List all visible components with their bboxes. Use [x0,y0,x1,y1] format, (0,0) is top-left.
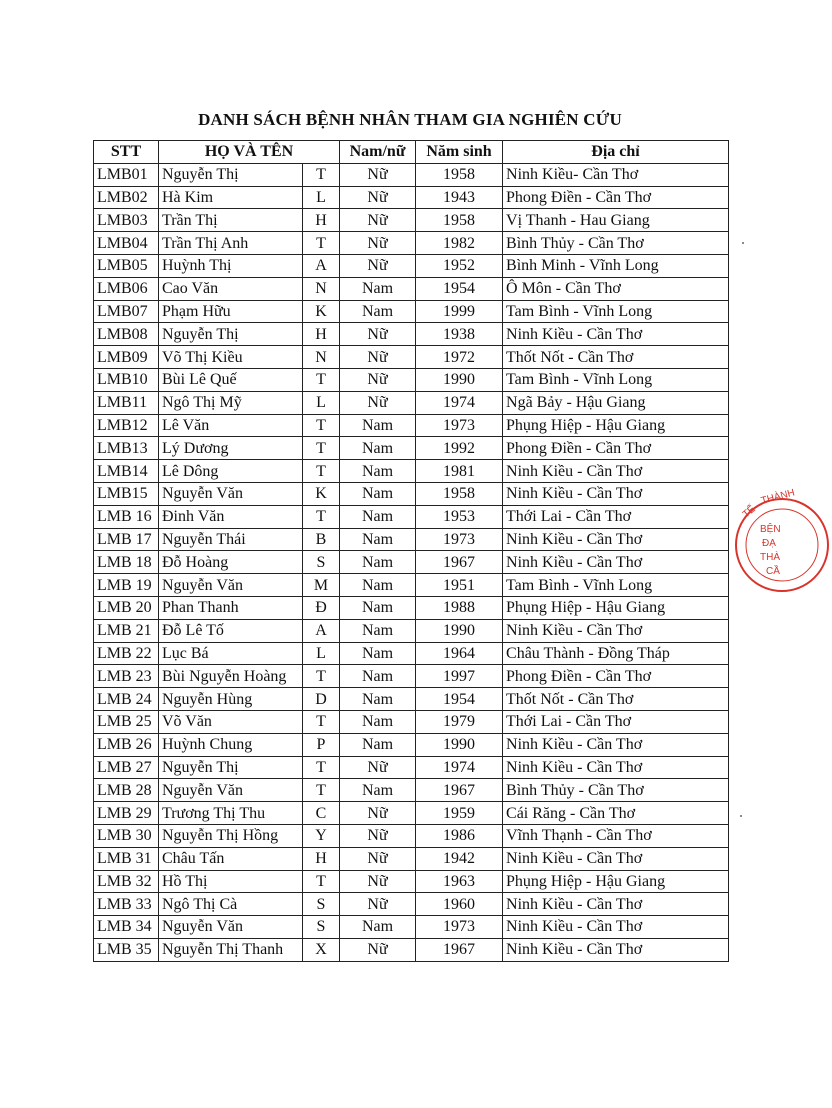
row-initial: Y [303,824,340,847]
table-row [94,574,729,597]
row-stt: LMB 19 [94,574,159,597]
row-birth-year: 1997 [416,665,503,688]
row-name: Bùi Nguyễn Hoàng [159,665,303,688]
row-name: Hà Kim [159,186,303,209]
row-stt: LMB03 [94,209,159,232]
row-sex: Nam [340,596,416,619]
header-name: HỌ VÀ TÊN [159,141,340,164]
row-initial: T [303,232,340,255]
row-address: Ninh Kiều- Cần Thơ [503,163,729,186]
row-address: Phụng Hiệp - Hậu Giang [503,414,729,437]
table-header-row [94,141,729,164]
hospital-stamp [732,487,832,600]
row-name: Châu Tấn [159,847,303,870]
row-sex: Nam [340,551,416,574]
row-name: Trương Thị Thu [159,802,303,825]
row-name: Trần Thị [159,209,303,232]
row-initial: T [303,368,340,391]
svg-text:TẾ: TẾ [740,503,758,521]
row-stt: LMB 26 [94,733,159,756]
row-stt: LMB05 [94,254,159,277]
row-address: Phong Điền - Cần Thơ [503,437,729,460]
row-stt: LMB 17 [94,528,159,551]
row-sex: Nam [340,710,416,733]
row-stt: LMB07 [94,300,159,323]
row-address: Vị Thanh - Hau Giang [503,209,729,232]
table-row [94,346,729,369]
table-row [94,414,729,437]
row-name: Nguyễn Văn [159,574,303,597]
row-name: Đỗ Hoàng [159,551,303,574]
table-row [94,482,729,505]
row-name: Lý Dương [159,437,303,460]
row-stt: LMB 28 [94,779,159,802]
table-body [94,163,729,961]
row-sex: Nam [340,574,416,597]
row-birth-year: 1992 [416,437,503,460]
row-initial: T [303,870,340,893]
row-name: Nguyễn Văn [159,779,303,802]
row-sex: Nữ [340,209,416,232]
row-initial: S [303,893,340,916]
row-sex: Nam [340,779,416,802]
row-sex: Nữ [340,323,416,346]
svg-text:ĐẠ: ĐẠ [762,538,776,549]
row-stt: LMB 34 [94,916,159,939]
row-sex: Nam [340,916,416,939]
table-row [94,893,729,916]
table-row [94,163,729,186]
row-initial: K [303,482,340,505]
row-address: Ninh Kiều - Cần Thơ [503,551,729,574]
row-birth-year: 1954 [416,688,503,711]
row-sex: Nam [340,482,416,505]
row-sex: Nữ [340,163,416,186]
row-sex: Nam [340,414,416,437]
table-row [94,710,729,733]
row-birth-year: 1973 [416,528,503,551]
header-address: Địa chỉ [503,141,729,164]
row-name: Nguyễn Hùng [159,688,303,711]
row-stt: LMB02 [94,186,159,209]
row-sex: Nam [340,528,416,551]
table-row [94,232,729,255]
row-address: Ninh Kiều - Cần Thơ [503,938,729,961]
row-name: Lê Văn [159,414,303,437]
row-initial: T [303,163,340,186]
row-address: Ô Môn - Cần Thơ [503,277,729,300]
row-name: Lục Bá [159,642,303,665]
row-birth-year: 1963 [416,870,503,893]
svg-text:THÀNH: THÀNH [759,487,797,507]
row-sex: Nam [340,642,416,665]
row-name: Nguyễn Văn [159,916,303,939]
row-address: Ninh Kiều - Cần Thơ [503,460,729,483]
row-address: Ninh Kiều - Cần Thơ [503,756,729,779]
row-name: Cao Văn [159,277,303,300]
svg-text:CẦ: CẦ [766,566,780,577]
row-stt: LMB 18 [94,551,159,574]
row-birth-year: 1982 [416,232,503,255]
table-row [94,824,729,847]
row-sex: Nam [340,505,416,528]
table-row [94,551,729,574]
row-birth-year: 1974 [416,391,503,414]
row-initial: S [303,916,340,939]
header-sex: Nam/nữ [340,141,416,164]
row-address: Phong Điền - Cần Thơ [503,665,729,688]
row-name: Lê Dông [159,460,303,483]
row-name: Nguyễn Thị [159,323,303,346]
table-row [94,870,729,893]
row-birth-year: 1988 [416,596,503,619]
row-initial: S [303,551,340,574]
row-sex: Nữ [340,893,416,916]
row-stt: LMB 27 [94,756,159,779]
row-initial: L [303,391,340,414]
row-birth-year: 1958 [416,482,503,505]
row-address: Bình Thủy - Cần Thơ [503,232,729,255]
table-row [94,391,729,414]
table-row [94,596,729,619]
row-birth-year: 1951 [416,574,503,597]
scan-speck [740,815,742,817]
row-birth-year: 1981 [416,460,503,483]
row-sex: Nữ [340,391,416,414]
row-sex: Nữ [340,938,416,961]
row-name: Nguyễn Văn [159,482,303,505]
row-sex: Nam [340,460,416,483]
row-stt: LMB 29 [94,802,159,825]
row-address: Ninh Kiều - Cần Thơ [503,916,729,939]
row-initial: N [303,277,340,300]
row-stt: LMB 32 [94,870,159,893]
row-sex: Nữ [340,756,416,779]
row-stt: LMB13 [94,437,159,460]
table-row [94,323,729,346]
row-name: Huỳnh Chung [159,733,303,756]
row-birth-year: 1953 [416,505,503,528]
row-initial: K [303,300,340,323]
row-initial: A [303,254,340,277]
row-birth-year: 1986 [416,824,503,847]
page-title: DANH SÁCH BỆNH NHÂN THAM GIA NGHIÊN CỨU [198,110,622,129]
row-stt: LMB 31 [94,847,159,870]
row-birth-year: 1973 [416,414,503,437]
row-sex: Nữ [340,232,416,255]
row-stt: LMB11 [94,391,159,414]
row-birth-year: 1958 [416,163,503,186]
row-sex: Nam [340,300,416,323]
row-stt: LMB 24 [94,688,159,711]
row-address: Châu Thành - Đồng Tháp [503,642,729,665]
table-row [94,300,729,323]
svg-text:THÀ: THÀ [760,552,780,563]
table-row [94,665,729,688]
row-address: Ninh Kiều - Cần Thơ [503,847,729,870]
row-sex: Nữ [340,802,416,825]
row-address: Tam Bình - Vĩnh Long [503,368,729,391]
table-row [94,505,729,528]
row-initial: P [303,733,340,756]
row-name: Phạm Hữu [159,300,303,323]
row-stt: LMB 35 [94,938,159,961]
row-birth-year: 1964 [416,642,503,665]
header-year: Năm sinh [416,141,503,164]
row-stt: LMB 16 [94,505,159,528]
row-name: Nguyễn Thái [159,528,303,551]
row-name: Bùi Lê Quế [159,368,303,391]
row-birth-year: 1942 [416,847,503,870]
row-birth-year: 1938 [416,323,503,346]
row-sex: Nam [340,688,416,711]
row-initial: N [303,346,340,369]
row-initial: H [303,209,340,232]
svg-text:BỆN: BỆN [760,524,781,535]
row-birth-year: 1999 [416,300,503,323]
row-sex: Nữ [340,824,416,847]
table-row [94,938,729,961]
row-address: Ninh Kiều - Cần Thơ [503,619,729,642]
row-address: Bình Minh - Vĩnh Long [503,254,729,277]
row-name: Nguyễn Thị [159,163,303,186]
row-stt: LMB06 [94,277,159,300]
row-stt: LMB12 [94,414,159,437]
row-address: Thốt Nốt - Cần Thơ [503,688,729,711]
row-stt: LMB09 [94,346,159,369]
row-address: Vĩnh Thạnh - Cần Thơ [503,824,729,847]
row-address: Bình Thủy - Cần Thơ [503,779,729,802]
row-address: Ninh Kiều - Cần Thơ [503,323,729,346]
table-row [94,528,729,551]
table-row [94,756,729,779]
row-sex: Nữ [340,870,416,893]
row-address: Thới Lai - Cần Thơ [503,505,729,528]
row-address: Thới Lai - Cần Thơ [503,710,729,733]
row-birth-year: 1958 [416,209,503,232]
table-row [94,802,729,825]
row-address: Thốt Nốt - Cần Thơ [503,346,729,369]
row-birth-year: 1954 [416,277,503,300]
row-initial: T [303,756,340,779]
row-sex: Nữ [340,186,416,209]
table-row [94,847,729,870]
row-birth-year: 1967 [416,551,503,574]
row-birth-year: 1967 [416,938,503,961]
row-initial: T [303,665,340,688]
row-address: Tam Bình - Vĩnh Long [503,574,729,597]
scan-speck [742,242,744,244]
table-row [94,688,729,711]
row-address: Ninh Kiều - Cần Thơ [503,893,729,916]
row-birth-year: 1972 [416,346,503,369]
header-stt: STT [94,141,159,164]
row-stt: LMB04 [94,232,159,255]
table-row [94,277,729,300]
table-row [94,779,729,802]
row-stt: LMB 20 [94,596,159,619]
row-birth-year: 1990 [416,619,503,642]
table-row [94,254,729,277]
row-initial: T [303,460,340,483]
row-initial: C [303,802,340,825]
row-sex: Nam [340,733,416,756]
row-sex: Nữ [340,346,416,369]
row-initial: Đ [303,596,340,619]
table-row [94,460,729,483]
row-address: Ninh Kiều - Cần Thơ [503,733,729,756]
row-sex: Nữ [340,254,416,277]
row-sex: Nam [340,619,416,642]
row-birth-year: 1959 [416,802,503,825]
row-initial: T [303,414,340,437]
row-stt: LMB 21 [94,619,159,642]
row-stt: LMB01 [94,163,159,186]
row-birth-year: 1952 [416,254,503,277]
row-name: Nguyễn Thị Hồng [159,824,303,847]
row-initial: T [303,710,340,733]
row-initial: L [303,642,340,665]
row-name: Phan Thanh [159,596,303,619]
row-initial: A [303,619,340,642]
row-address: Ninh Kiều - Cần Thơ [503,528,729,551]
row-name: Võ Văn [159,710,303,733]
table-row [94,186,729,209]
row-name: Trần Thị Anh [159,232,303,255]
row-sex: Nam [340,277,416,300]
row-birth-year: 1974 [416,756,503,779]
row-birth-year: 1979 [416,710,503,733]
row-sex: Nữ [340,368,416,391]
row-stt: LMB10 [94,368,159,391]
row-initial: T [303,437,340,460]
row-sex: Nam [340,437,416,460]
row-name: Nguyễn Thị Thanh [159,938,303,961]
row-name: Võ Thị Kiều [159,346,303,369]
row-birth-year: 1990 [416,733,503,756]
table-row [94,437,729,460]
row-birth-year: 1943 [416,186,503,209]
row-initial: T [303,505,340,528]
row-name: Ngô Thị Mỹ [159,391,303,414]
table-row [94,619,729,642]
row-address: Phụng Hiệp - Hậu Giang [503,596,729,619]
row-initial: T [303,779,340,802]
table-row [94,368,729,391]
row-name: Nguyễn Thị [159,756,303,779]
row-initial: D [303,688,340,711]
row-address: Tam Bình - Vĩnh Long [503,300,729,323]
row-name: Hồ Thị [159,870,303,893]
row-stt: LMB 33 [94,893,159,916]
row-stt: LMB 22 [94,642,159,665]
table-row [94,733,729,756]
row-address: Cái Răng - Cần Thơ [503,802,729,825]
row-stt: LMB 30 [94,824,159,847]
row-address: Ngã Bảy - Hậu Giang [503,391,729,414]
table-row [94,916,729,939]
row-address: Phụng Hiệp - Hậu Giang [503,870,729,893]
row-initial: H [303,847,340,870]
row-sex: Nữ [340,847,416,870]
row-stt: LMB14 [94,460,159,483]
row-name: Đinh Văn [159,505,303,528]
row-sex: Nam [340,665,416,688]
row-stt: LMB 25 [94,710,159,733]
row-birth-year: 1960 [416,893,503,916]
row-stt: LMB 23 [94,665,159,688]
row-initial: B [303,528,340,551]
row-stt: LMB08 [94,323,159,346]
row-address: Phong Điền - Cần Thơ [503,186,729,209]
row-initial: L [303,186,340,209]
patient-table [93,140,729,962]
row-birth-year: 1990 [416,368,503,391]
row-initial: H [303,323,340,346]
row-name: Ngô Thị Cà [159,893,303,916]
row-birth-year: 1967 [416,779,503,802]
row-initial: M [303,574,340,597]
table-row [94,209,729,232]
row-stt: LMB15 [94,482,159,505]
row-birth-year: 1973 [416,916,503,939]
row-name: Huỳnh Thị [159,254,303,277]
row-name: Đỗ Lê Tố [159,619,303,642]
row-initial: X [303,938,340,961]
table-row [94,642,729,665]
row-address: Ninh Kiều - Cần Thơ [503,482,729,505]
